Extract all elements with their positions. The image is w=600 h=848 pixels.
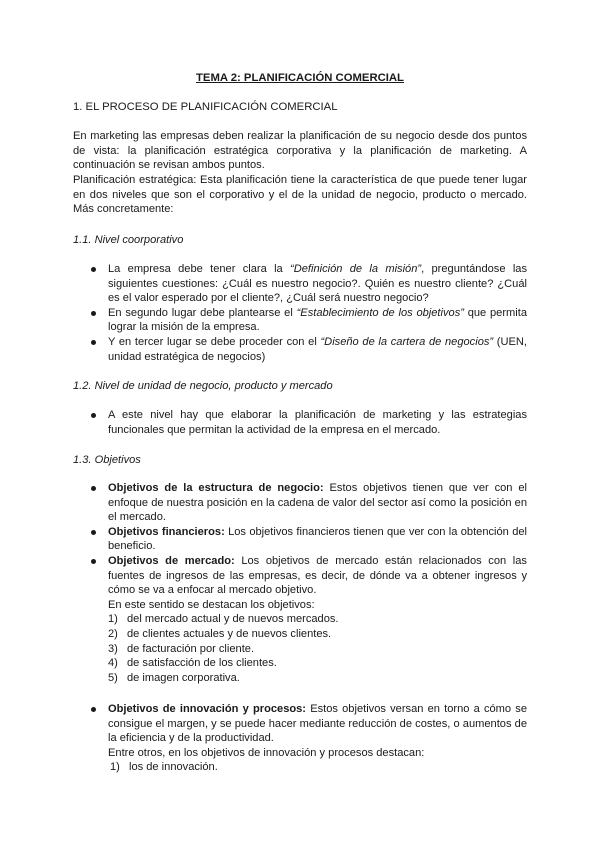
list-item: A este nivel hay que elaborar la planificación de marketing y las estrategias funcionales que permitan la actividad de la empresa en el mercado. — [91, 408, 527, 437]
document-title: TEMA 2: PLANIFICACIÓN COMERCIAL — [196, 72, 404, 84]
list-item: Objetivos de la estructura de negocio: Estos objetivos tienen que ver con el enfoque de nuestra posición en la cadena de valor del sector así como la posición en el mercado. — [91, 481, 527, 525]
subsection-1-2-heading: 1.2. Nivel de unidad de negocio, producto y mercado — [73, 380, 333, 392]
market-objectives-numbered-list — [108, 612, 527, 685]
objectives-list-b — [91, 702, 527, 775]
bullet-icon — [91, 486, 96, 491]
market-objectives-intro: En este sentido se destacan los objetivos: — [108, 598, 315, 611]
numbered-item: 4) de satisfacción de los clientes. — [108, 657, 277, 670]
innovation-objectives-intro: Entre otros, en los objetivos de innovación y procesos destacan: — [108, 746, 425, 759]
bullet-icon — [91, 530, 96, 535]
bullet-icon — [91, 340, 96, 345]
bullet-icon — [91, 267, 96, 272]
bullet-icon — [91, 311, 96, 316]
corporate-level-list — [91, 262, 527, 364]
bullet-icon — [91, 413, 96, 418]
bullet-icon — [91, 559, 96, 564]
numbered-item: 5) de imagen corporativa. — [108, 671, 240, 684]
innovation-objectives-numbered-list — [110, 760, 527, 775]
list-item: Objetivos de mercado: Los objetivos de mercado están relacionados con las fuentes de ingresos de las empresas, es decir, de dónde va a obtener ingresos y cómo se va a enfocar al mercado objetivo. En este sentido se destacan los objetivos: 1) del mercado actual y de nuevos mercados. 2) de clientes actuales y de nuevos clientes. 3) de facturación por cliente. 4) de satisfacción de los clientes. 5) de imagen corporativa. — [91, 554, 527, 685]
numbered-item: 3) de facturación por cliente. — [108, 642, 255, 655]
intro-paragraph: En marketing las empresas deben realizar la planificación de su negocio desde dos puntos de vista: la planificación estratégica corporativa y la planificación de marketing. A continuación se revisan ambos puntos. — [73, 130, 527, 172]
list-item: En segundo lugar debe plantearse el “Establecimiento de los objetivos” que permita lograr la misión de la empresa. — [91, 306, 527, 335]
strategic-planning-paragraph: Planificación estratégica: Esta planificación tiene la característica de que puede tener lugar en dos niveles que son el corporativo y el de la unidad de negocio, producto o mercado. Más concretamente: — [73, 174, 527, 216]
objectives-list-a — [91, 481, 527, 685]
bullet-icon — [91, 707, 96, 712]
subsection-1-1-heading: 1.1. Nivel coorporativo — [73, 234, 184, 246]
list-item: Objetivos financieros: Los objetivos financieros tienen que ver con la obtención del beneficio. — [91, 525, 527, 554]
subsection-1-3-heading: 1.3. Objetivos — [73, 454, 141, 466]
numbered-item: 2) de clientes actuales y de nuevos clientes. — [108, 627, 332, 640]
list-item: La empresa debe tener clara la “Definición de la misión”, preguntándose las siguientes cuestiones: ¿Cuál es nuestro negocio?. Quién es nuestro cliente? ¿Cuál es el valor esperado por el cliente?, ¿Cuál será nuestro negocio? — [91, 262, 527, 306]
list-item: Y en tercer lugar se debe proceder con el “Diseño de la cartera de negocios” (UEN, unidad estratégica de negocios) — [91, 335, 527, 364]
numbered-item: 1) del mercado actual y de nuevos mercados. — [108, 613, 339, 626]
business-unit-level-list — [91, 408, 527, 437]
section-1-heading: 1. EL PROCESO DE PLANIFICACIÓN COMERCIAL — [73, 101, 338, 113]
list-item: Objetivos de innovación y procesos: Estos objetivos versan en torno a cómo se consigue el margen, y se puede hacer mediante reducción de costes, o aumentos de la eficiencia y de la productividad. Entre otros, en los objetivos de innovación y procesos destacan: 1) los de innovación. — [91, 702, 527, 775]
numbered-item: 1) los de innovación. — [110, 761, 218, 774]
